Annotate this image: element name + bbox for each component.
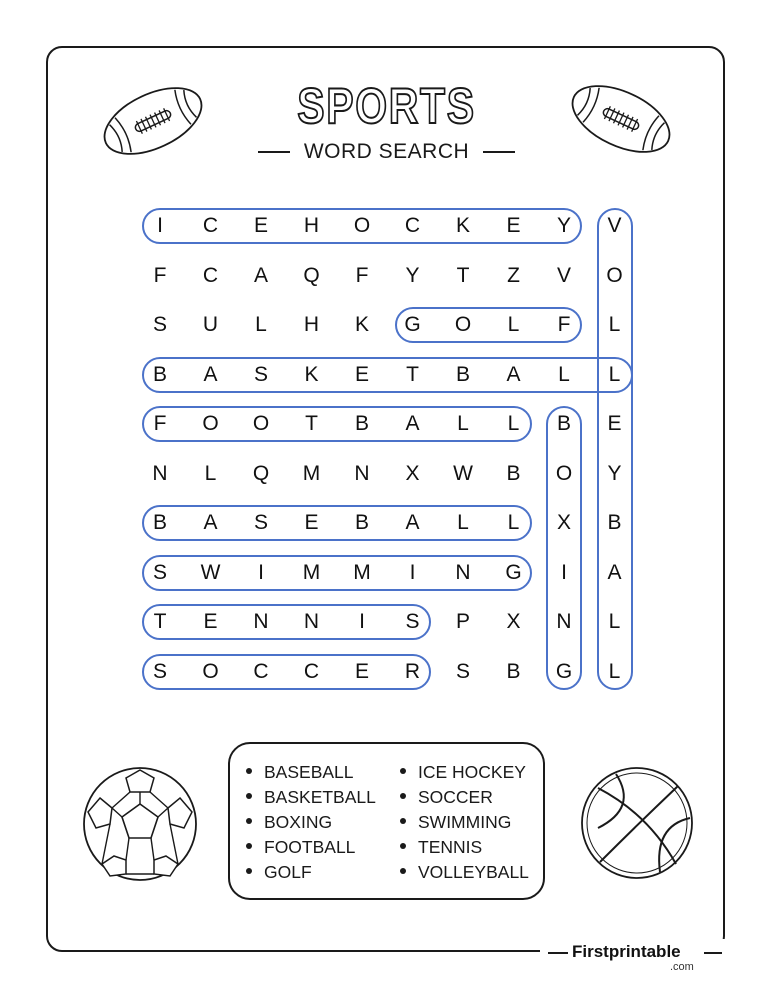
grid-letter[interactable]: I — [359, 610, 365, 633]
bullet-icon — [400, 868, 406, 874]
word-list — [228, 742, 545, 900]
grid-letter[interactable]: B — [506, 659, 521, 683]
grid-letter[interactable]: N — [556, 610, 572, 633]
grid-letter[interactable]: I — [157, 214, 163, 237]
grid-letter[interactable]: H — [303, 214, 320, 237]
grid-letter[interactable]: A — [253, 263, 268, 287]
grid-letter[interactable]: A — [607, 560, 622, 584]
word-list-item: BASKETBALL — [246, 787, 376, 808]
bullet-icon — [246, 793, 252, 799]
grid-letter[interactable]: T — [153, 610, 167, 633]
grid-letter[interactable]: S — [455, 659, 470, 683]
grid-letter[interactable]: L — [608, 610, 621, 633]
brand-logo[interactable] — [540, 939, 730, 979]
brand-left-rule — [548, 952, 568, 954]
bullet-icon — [400, 843, 406, 849]
grid-letter[interactable]: Z — [507, 263, 520, 287]
grid-letter[interactable]: I — [258, 560, 264, 584]
grid-letter[interactable]: N — [303, 610, 320, 633]
bullet-icon — [400, 818, 406, 824]
grid-letter[interactable]: L — [457, 412, 469, 435]
grid-letter[interactable]: B — [152, 511, 167, 534]
brand-domain: .com — [670, 961, 694, 973]
bullet-icon — [400, 793, 406, 799]
grid-letter[interactable]: C — [202, 263, 219, 287]
grid-letter[interactable]: L — [457, 511, 469, 534]
grid-letter[interactable]: K — [354, 313, 369, 336]
grid-letter[interactable]: L — [507, 412, 520, 435]
grid-letter[interactable]: F — [557, 313, 571, 336]
grid-letter[interactable]: Y — [405, 263, 420, 287]
subtitle-text: WORD SEARCH — [303, 140, 470, 163]
word-list-item: FOOTBALL — [246, 837, 355, 858]
grid-letter[interactable]: A — [506, 362, 521, 386]
grid-letter[interactable]: F — [355, 263, 369, 287]
grid-letter[interactable]: L — [608, 362, 621, 386]
grid-letter[interactable]: C — [202, 214, 219, 237]
grid-letter[interactable]: S — [253, 511, 268, 534]
svg-text:SPORTS: SPORTS — [297, 78, 476, 134]
grid-letter[interactable]: O — [202, 659, 219, 683]
grid-letter[interactable]: E — [607, 412, 622, 435]
grid-letter[interactable]: A — [405, 511, 420, 534]
grid-letter[interactable]: N — [455, 560, 471, 584]
grid-letter[interactable]: M — [353, 560, 371, 584]
grid-letter[interactable]: B — [455, 362, 470, 386]
brand-right-rule — [704, 952, 722, 954]
grid-letter[interactable]: S — [152, 313, 167, 336]
word-list-item: ICE HOCKEY — [400, 762, 526, 783]
grid-letter[interactable]: O — [555, 461, 573, 485]
grid-letter[interactable]: T — [305, 412, 318, 435]
word-list-item: BOXING — [246, 812, 332, 833]
grid-letter[interactable]: E — [354, 659, 369, 683]
word-list-item: GOLF — [246, 862, 312, 883]
grid-letter[interactable]: E — [203, 610, 218, 633]
grid-letter[interactable]: C — [303, 659, 320, 683]
bullet-icon — [246, 768, 252, 774]
grid-letter[interactable]: K — [304, 362, 319, 386]
grid-letter[interactable]: G — [555, 659, 573, 683]
grid-letter[interactable]: K — [455, 214, 470, 237]
grid-letter[interactable]: N — [253, 610, 269, 633]
grid-letter[interactable]: X — [405, 461, 420, 485]
grid-letter[interactable]: A — [203, 511, 218, 534]
grid-letter[interactable]: S — [253, 362, 268, 386]
word-list-item: VOLLEYBALL — [400, 862, 529, 883]
found-word-highlight — [546, 406, 582, 690]
grid-letter[interactable]: B — [354, 412, 369, 435]
found-word-highlight — [142, 604, 431, 640]
grid-letter[interactable]: Q — [252, 461, 270, 485]
grid-letter[interactable]: Q — [303, 263, 320, 287]
grid-letter[interactable]: O — [606, 263, 623, 287]
grid-letter[interactable]: E — [506, 214, 521, 237]
grid-letter[interactable]: F — [153, 412, 167, 435]
grid-letter[interactable]: W — [200, 560, 221, 584]
grid-letter[interactable]: B — [506, 461, 521, 485]
grid-letter[interactable]: W — [453, 461, 473, 485]
grid-letter[interactable]: N — [354, 461, 370, 485]
bullet-icon — [246, 868, 252, 874]
grid-letter[interactable]: X — [556, 511, 571, 534]
grid-letter[interactable]: O — [252, 412, 270, 435]
grid-letter[interactable]: L — [608, 659, 621, 683]
grid-letter[interactable]: I — [561, 560, 567, 584]
word-list-item: SWIMMING — [400, 812, 511, 833]
basketball-icon — [578, 764, 696, 882]
bullet-icon — [400, 768, 406, 774]
grid-letter[interactable]: H — [303, 313, 320, 336]
bullet-icon — [246, 843, 252, 849]
grid-letter[interactable]: B — [556, 412, 571, 435]
grid-letter[interactable]: L — [507, 313, 520, 336]
grid-letter[interactable]: C — [404, 214, 421, 237]
grid-letter[interactable]: E — [304, 511, 319, 534]
grid-letter[interactable]: E — [253, 214, 268, 237]
grid-letter[interactable]: I — [409, 560, 416, 584]
grid-letter[interactable]: X — [506, 610, 521, 633]
grid-letter[interactable]: G — [505, 560, 522, 584]
grid-letter[interactable]: L — [204, 461, 217, 485]
grid-letter[interactable]: S — [152, 659, 167, 683]
bullet-icon — [246, 818, 252, 824]
found-word-highlight — [142, 654, 431, 690]
brand-name: Firstprintable — [572, 942, 681, 961]
grid-letter[interactable]: R — [404, 659, 421, 683]
grid-letter[interactable]: O — [202, 412, 219, 435]
grid-letter[interactable]: A — [203, 362, 218, 386]
grid-letter[interactable]: B — [354, 511, 369, 534]
grid-letter[interactable]: B — [607, 511, 622, 534]
grid-letter[interactable]: O — [353, 214, 371, 237]
grid-letter[interactable]: L — [255, 313, 267, 336]
grid-letter[interactable]: M — [302, 461, 321, 485]
grid-letter[interactable]: S — [405, 610, 420, 633]
grid-letter[interactable]: Y — [556, 214, 571, 237]
grid-letter[interactable]: N — [152, 461, 168, 485]
grid-letter[interactable]: P — [455, 610, 470, 633]
word-list-item: SOCCER — [400, 787, 493, 808]
grid-letter[interactable]: F — [153, 263, 167, 287]
grid-letter[interactable]: U — [202, 313, 219, 336]
grid-letter[interactable]: T — [456, 263, 470, 287]
grid-letter[interactable]: S — [152, 560, 167, 584]
grid-letter[interactable]: O — [454, 313, 472, 336]
grid-letter[interactable]: B — [152, 362, 167, 386]
word-list-item: TENNIS — [400, 837, 482, 858]
grid-letter[interactable]: V — [607, 214, 622, 237]
grid-letter[interactable]: C — [253, 659, 269, 683]
grid-letter[interactable]: M — [302, 560, 321, 584]
grid-letter[interactable]: A — [405, 412, 420, 435]
grid-letter[interactable]: V — [556, 263, 571, 287]
grid-letter[interactable]: Y — [607, 461, 622, 485]
soccer-ball-icon — [80, 764, 200, 884]
word-list-item: BASEBALL — [246, 762, 354, 783]
grid-letter[interactable]: E — [354, 362, 369, 386]
grid-letter[interactable]: L — [608, 313, 621, 336]
grid-letter[interactable]: G — [404, 313, 421, 336]
grid-letter[interactable]: T — [406, 362, 419, 386]
grid-letter[interactable]: L — [507, 511, 520, 534]
grid-letter[interactable]: L — [558, 362, 570, 386]
